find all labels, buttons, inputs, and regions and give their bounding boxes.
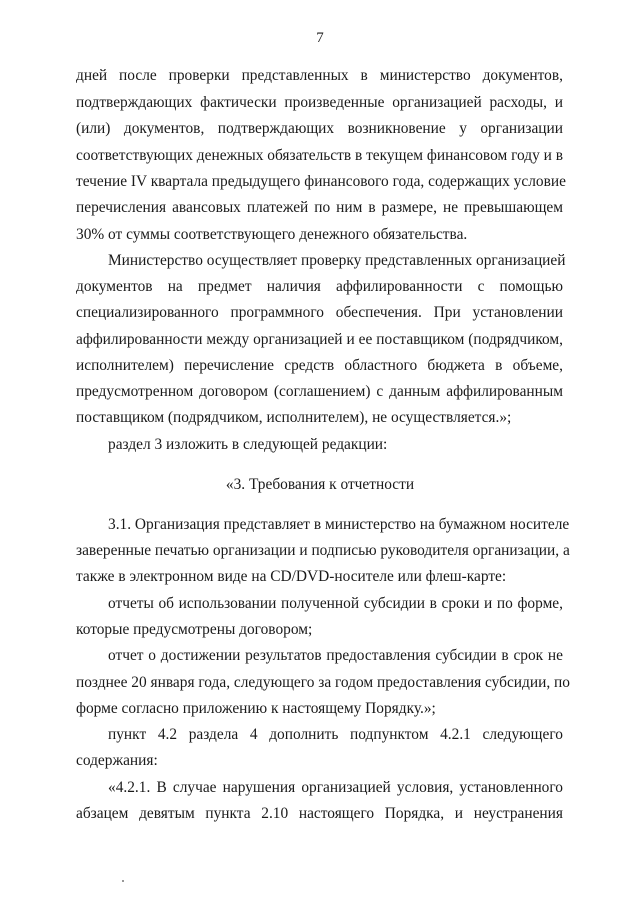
text-line: перечисления авансовых платежей по ним в размере, не превышающем xyxy=(76,199,563,216)
text-line: раздел 3 изложить в следующей редакции: xyxy=(108,436,388,453)
text-line: также в электронном виде на CD/DVD-носителе или флеш-карте: xyxy=(76,568,507,585)
text-line: отчеты об использовании полученной субсидии в сроки и по форме, xyxy=(108,595,563,612)
text-line: течение IV квартала предыдущего финансового года, содержащих условие xyxy=(76,173,566,190)
section-heading: «3. Требования к отчетности xyxy=(225,476,415,493)
text-line: специализированного программного обеспечения. При установлении xyxy=(76,304,563,321)
text-line: «4.2.1. В случае нарушения организацией условия, установленного xyxy=(108,779,563,796)
text-line: дней после проверки представленных в министерство документов, xyxy=(76,67,563,84)
text-line: абзацем девятым пункта 2.10 настоящего Порядка, и неустранения xyxy=(76,805,563,822)
text-line: заверенные печатью организации и подписью руководителя организации, а xyxy=(76,542,570,559)
text-line: которые предусмотрены договором; xyxy=(76,621,313,638)
text-line: отчет о достижении результатов предоставления субсидии в срок не xyxy=(108,647,563,664)
text-line: предусмотренном договором (соглашением) с данным аффилированным xyxy=(76,383,563,400)
text-line: поставщиком (подрядчиком, исполнителем), не осуществляется.»; xyxy=(76,409,512,426)
text-line: 3.1. Организация представляет в министерство на бумажном носителе xyxy=(108,516,570,533)
scan-speck xyxy=(122,880,124,882)
page-number: 7 xyxy=(316,30,324,46)
text-line: подтверждающих фактически произведенные организацией расходы, и xyxy=(76,94,563,111)
text-line: (или) документов, подтверждающих возникновение у организации xyxy=(76,120,563,137)
text-line: пункт 4.2 раздела 4 дополнить подпунктом 4.2.1 следующего xyxy=(108,726,563,743)
text-line: исполнителем) перечисление средств областного бюджета в объеме, xyxy=(76,357,563,374)
text-line: содержания: xyxy=(76,752,158,769)
text-line: аффилированности между организацией и ее поставщиком (подрядчиком, xyxy=(76,331,563,348)
text-line: позднее 20 января года, следующего за годом предоставления субсидии, по xyxy=(76,674,570,691)
text-line: форме согласно приложению к настоящему Порядку.»; xyxy=(76,700,436,717)
text-line: документов на предмет наличия аффилированности с помощью xyxy=(76,278,563,295)
text-line: 30% от суммы соответствующего денежного обязательства. xyxy=(76,226,468,243)
text-line: Министерство осуществляет проверку представленных организацией xyxy=(108,252,566,269)
text-line: соответствующих денежных обязательств в текущем финансовом году и в xyxy=(76,147,563,164)
